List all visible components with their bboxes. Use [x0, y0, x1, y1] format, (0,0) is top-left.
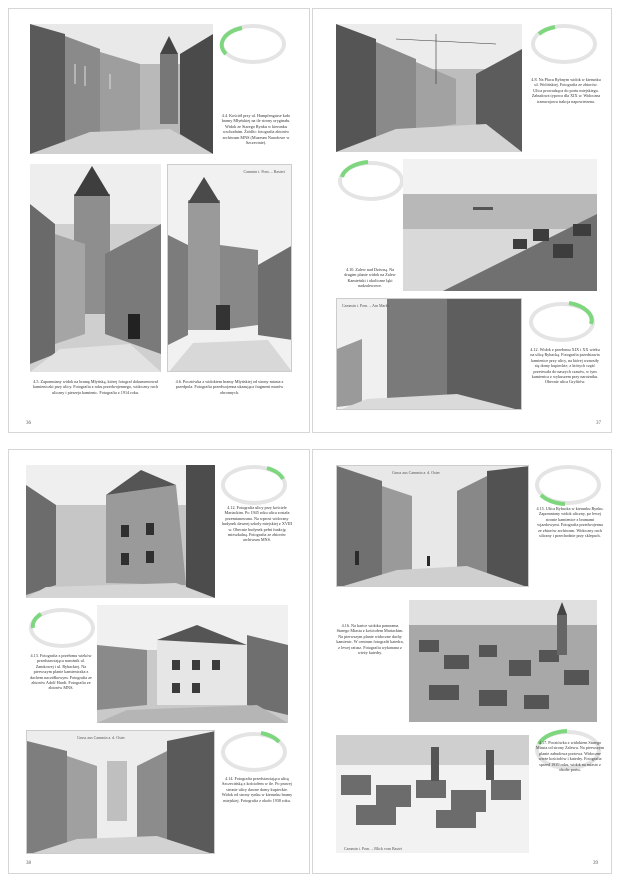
caption-top: 4.8. Na Placu Rybnym widok w kierunku ul. Wolińskiej. Fotografia ze zbiorów. Ulica prowadząca do portu miejskiego. Zabudowa typowa dla XIX w. Widoczna tramwajowa trakcja napowietrzna.	[531, 77, 601, 104]
caption-bottom: 4.17. Pocztówka z widokiem Starego Miasta od strony Zalewu. Na pierwszym planie zabudowa portowa. Widoczne wieże kościołów i katedry. Fotografia sprzed 1939 roku, widok na miasto z okolic portu.	[535, 740, 605, 773]
progress-ring-decoration	[338, 161, 404, 201]
postcard-market-square	[336, 298, 522, 410]
photo-corner-house	[97, 605, 288, 723]
page-39	[312, 449, 612, 874]
caption-top: 4.15. Ulica Rybacka w kierunku Rynku. Zapomniany widok uliczny, po lewej stronie kamienice z bramami wjazdowymi. Fotografia przedwojenna ze zbiorów archiwum. Widoczny ruch uliczny i przechodnie przy sklepach.	[536, 506, 604, 539]
photo-tower-street	[30, 164, 161, 372]
photo-street-tower	[30, 24, 213, 154]
postcard-caption: Gruss aus Cammin a. d. Oster	[77, 735, 125, 740]
caption-mid: 4.10. Zalew nad Dziwną. Na drugim planie widok na Zalew Kamieński i okoliczne łąki nadzalewowe.	[344, 267, 396, 289]
caption-mid: 4.16. Na kartce widoku panorama Starego Miasta z kościołem Mariackim. Na pierwszym planie widoczne dachy kamienic. W centrum fotografii katedra, z lewej ratusz. Fotografia wykonana z wieży katedry.	[336, 623, 404, 656]
page-number: 36	[26, 421, 31, 426]
caption-top: 4.12. Fotografia ulicy przy kościele Mariackim. Po 1945 roku ulica została przemianowana. Na wprost widoczny budynek dawnej szkoły miejskiej z XVIII w. Obecnie budynek pełni funkcję mieszkalną. Fotografia ze zbiorów archiwum MNS.	[221, 505, 293, 543]
page-number: 38	[26, 861, 31, 866]
postcard-main-street	[336, 465, 529, 587]
postcard-caption: Cammin i. Pom. – Basteri	[243, 169, 285, 174]
postcard-gate-tower	[167, 164, 292, 372]
progress-ring-decoration	[529, 302, 595, 342]
progress-ring-decoration	[221, 732, 287, 772]
postcard-town-view	[336, 735, 529, 853]
page-36	[8, 8, 310, 433]
page-number: 37	[596, 421, 601, 426]
caption-bottom: 4.14. Fotografia przedstawiająca ulicę Szczecińską z kościołem w tle. Po prawej stronie ulicy dawne domy kupieckie. Widok od strony rynku w kierunku bramy miejskiej. Fotografia z około 1930 roku.	[221, 776, 293, 803]
photo-aerial-panorama	[409, 600, 597, 722]
postcard-street-view	[26, 730, 215, 854]
progress-ring-decoration	[531, 24, 597, 64]
progress-ring-decoration	[221, 465, 287, 505]
page-37	[312, 8, 612, 433]
progress-ring-decoration	[535, 465, 601, 505]
caption-bottom-right: 4.6. Pocztówka z widokiem bramy Młyńskiej od strony miasta z przedpola. Fotografia przedwojenna ukazująca fragment murów obronnych.	[175, 379, 284, 395]
caption-bottom-left: 4.5. Zapomniany widok na bramę Młyńską, której fotograf dokumentował kamieniczki przy ulicy. Fotografia z roku przedwojennego, widoczny ruch uliczny i pierzeja kamienic. Fotografia z 1914 roku.	[33, 379, 158, 395]
photo-harbour-panorama	[403, 159, 597, 291]
photo-church-street	[26, 465, 215, 598]
photo-market-street	[336, 24, 522, 152]
caption-bottom: 4.12. Widok z przełomu XIX i XX wieku na ulicę Rybacką. Fotografia przedstawia kamienice przy ulicy, na której wznosiły się domy kupieckie, z których część przetrwała do naszych czasów, w tym kamienica z wykuszem przy narożniku. Obecnie ulica Gryfitów.	[530, 347, 600, 385]
postcard-caption: Cammin i. Pom. – Blick vom Bastei	[344, 846, 402, 851]
postcard-caption: Gruss aus Cammin a. d. Oster	[392, 470, 440, 475]
caption-top: 4.4. Kościół przy ul. Hampfengasse koło bramy Młyńskiej na tle strony oryginału. Widok ze Starego Rynku w kierunku wschodnim. Źródło: fotografia zbiorów archiwum MNS (Muzeum Narodowe w Szczecinie).	[221, 113, 291, 146]
caption-mid: 4.13. Fotografia z przełomu wieków przedstawiająca narożnik ul. Zamkowej i ul. Rybackiej. Na pierwszym planie kamieniczka z dachem naczółkowym. Fotografia ze zbiorów Adolf Hardt. Fotografia ze zbiorów MNS.	[30, 653, 92, 691]
page-number: 39	[593, 861, 598, 866]
postcard-caption: Cammin i. Pom. – Am Markt	[342, 303, 389, 308]
progress-ring-decoration	[220, 24, 286, 64]
page-38	[8, 449, 310, 874]
progress-ring-decoration	[29, 608, 95, 648]
